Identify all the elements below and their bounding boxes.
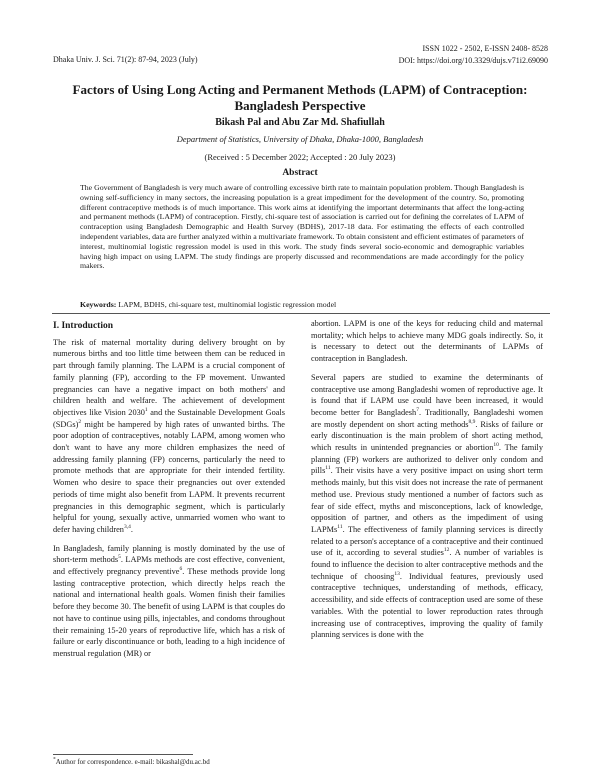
citation-ref: 13 [394, 571, 400, 577]
left-column [53, 318, 285, 667]
abstract-text: The Government of Bangladesh is very much aware of controlling excessive birth rate to maintain population problem. Though Bangladesh is owning self-sufficiency in many sectors, the increasing population is a great impediment for the development of the country. So, promoting different contraceptive methods is of much importance. This work aims at identifying the important determinants that affect the long-acting and permanent methods (LAPM) of contraception. Firstly, chi-square test of association is carried out for defining the correlates of LAPM of contraception using Bangladesh Demographic and Health Survey (BDHS), 2017-18 data. For estimating the effects of each controlled independent variables, data are further analyzed within a multivariate framework. To obtain consistent and efficient estimates of parameters of interest, multinomial logistic regression model is used in this work. The study finds several socio-economic and demographic variables having high impact on using LAPM. The study findings are properly discussed and recommendations are made accordingly for the policy makers. [80, 183, 524, 271]
citation-ref: 5 [118, 554, 121, 561]
article-title [60, 82, 540, 114]
abstract-heading: Abstract [282, 168, 318, 178]
correspondence-footnote: *Author for correspondence. e-mail: bikashal@du.ac.bd [53, 756, 210, 766]
citation-ref: 7 [416, 407, 419, 414]
citation-ref: 1 [144, 407, 148, 414]
section-heading: I. Introduction [53, 321, 114, 331]
section-divider [52, 313, 550, 314]
journal-identifiers [399, 43, 548, 67]
citation-ref: 11 [337, 524, 343, 531]
citation-ref: 2 [78, 418, 82, 425]
intro-paragraph-2: In Bangladesh, family planning is mostly dominated by the use of short-term methods$^5$. LAPMs methods are cost effective, convenient, and effectively pregnancy preventive$^6$. These methods provide long lasting contraceptive protection, which directly helps reach the national and international health goals. Women finish their families before they become 30. The benefit of using LAPM is that couples do not have to continue using pills, injectables, and condoms throughout their remaining 15-20 years of reproductive life, which has a risk of failure or early discontinuance or both, leading to a high incidence of menstrual regulation (MR) or [53, 543, 285, 658]
journal-citation: Dhaka Univ. J. Sci. 71(2): 87-94, 2023 (July) [53, 55, 198, 64]
right-column [311, 318, 543, 648]
doi-line[interactable]: DOI: https://doi.org/10.3329/dujs.v71i2.69090 [398, 56, 548, 65]
citation-ref: 11 [325, 465, 331, 472]
keywords-text: LAPM, BDHS, chi-square test, multinomial logistic regression model [118, 300, 337, 309]
authors: Bikash Pal and Abu Zar Md. Shafiullah [215, 117, 385, 128]
footnote-divider [53, 754, 193, 755]
intro-paragraph-1: The risk of maternal mortality during delivery brought on by numerous births and too little time between them can be reduced in part through family planning. The LAPM is a crucial component of family planning (FP), according to the FP movement. Unwanted pregnancies can have a negative impact on both mothers' and children health and welfare. The achievement of development objectives like Vision 2030$^1$ and the Sustainable Development Goals (SDGs)$^2$ might be hampered by high rates of unwanted births. The poor adoption of contraceptives, notably LAPM, among women who don't want to have any more children emphasizes the need of addressing family planning (FP) concerns, particularly the need to promote methods that are appropriate for their intended fertility. Women who desire to space their pregnancies out over extended periods of time might also benefit from LAPM. It prevents recurrent pregnancies in this demographic segment, which is particularly helpful for young, sexually active, unmarried women who want to defer having children$^{3,4}$. [53, 337, 285, 534]
intro-paragraph-4: Several papers are studied to examine the determinants of contraceptive use among Bangladeshi women of reproductive age. It is found that if LAPM use could have been increased, it would become better for Bangladesh$^7$. Traditionally, Bangladeshi women are mostly dependent on short acting methods$^{8,9}$. Risks of failure or early discontinuation is the main problem of short acting method, which results in unintended pregnancies or abortion$^{10}$. The family planning (FP) workers are authorized to deliver only condom and pills$^{11}$. Their visits have a very positive impact on using short term methods mainly, but this visit does not increase the rate of permanent method use. Previous study mentioned a number of factors such as fear of side effect, myths and misconceptions, lack of knowledge, opposition of partner, and others as the impediment of using LAPMs$^{11}$. The effectiveness of family planning services is directly related to a person's acceptance of a contraceptive and their continued use of it, according to several studies$^{12}$. A number of variables is found to influence the decision to alter contraceptive methods and the technique of choosing$^{13}$. Individual features, previously used contraceptive techniques, understanding of methods, efficacy, accessibility, and side effects of contraception used are some of these variables. With the potential to lower reproduction rates through increasing use of contraceptives, improving the quality of family planning services is done with the [311, 372, 543, 640]
citation-ref: 8,9 [468, 418, 476, 425]
keywords-label: Keywords: [80, 300, 117, 309]
keywords [80, 300, 336, 309]
intro-paragraph-3: abortion. LAPM is one of the keys for reducing child and maternal mortality; which helps to achieve many MDG goals indirectly. So, it is necessary to detect out the determinants of LAPMs of contraception in Bangladesh. [311, 319, 543, 364]
title-line-2: Bangladesh Perspective [234, 98, 366, 113]
footnote-marker: * [53, 756, 56, 763]
received-accepted-dates: (Received : 5 December 2022; Accepted : 20 July 2023) [204, 152, 396, 162]
citation-ref: 3,4 [123, 524, 131, 531]
title-line-1: Factors of Using Long Acting and Permanent Methods (LAPM) of Contraception: [72, 82, 528, 97]
citation-ref: 10 [493, 442, 499, 449]
citation-ref: 6 [179, 566, 183, 573]
issn-line: ISSN 1022 - 2502, E-ISSN 2408- 8528 [422, 44, 548, 53]
citation-ref: 12 [443, 547, 450, 554]
affiliation: Department of Statistics, University of Dhaka, Dhaka-1000, Bangladesh [176, 134, 424, 144]
